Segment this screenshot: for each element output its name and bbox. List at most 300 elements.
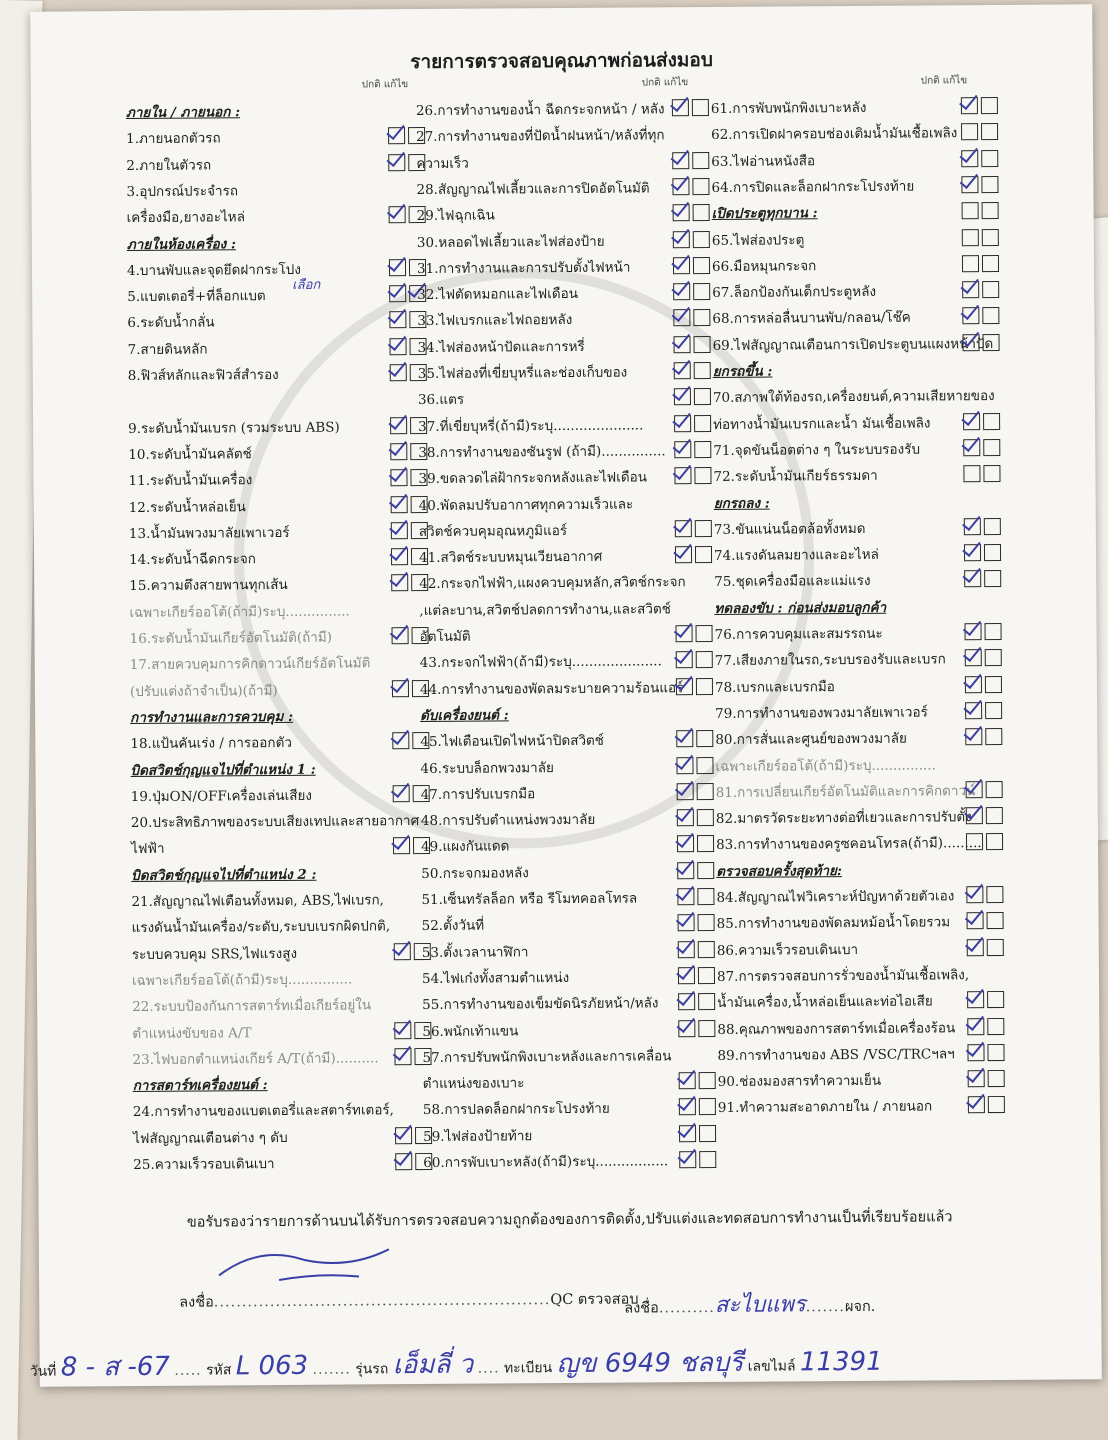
- normal-checkbox[interactable]: [962, 202, 979, 219]
- item-label: 91.ทำความสะอาดภายใน / ภายนอก: [717, 1098, 933, 1117]
- normal-checkbox[interactable]: [674, 362, 691, 379]
- item-label: 11.ระดับน้ำมันเครื่อง: [128, 472, 253, 490]
- item-label: 82.มาตรวัดระยะทางต่อที่เยวและการปรับตั้ง: [715, 809, 972, 828]
- checklist-item: [127, 284, 266, 309]
- normal-checkbox[interactable]: [390, 469, 407, 486]
- date-value: 8 - ส -67: [60, 1351, 170, 1383]
- fixed-checkbox[interactable]: [696, 756, 713, 773]
- item-label: 20.ประสิทธิภาพของระบบเสียงเทปและสายอากาศ: [130, 813, 420, 832]
- item-label: 78.เบรกและเบรกมือ: [714, 678, 835, 696]
- checklist-item: [716, 884, 954, 910]
- item-label: เฉพาะเกียร์ออโต้(ถ้ามี)ระบุ...............: [131, 971, 353, 989]
- checklist-item: [717, 990, 933, 1016]
- checklist-item: [712, 280, 876, 305]
- checkbox-pair: [672, 178, 712, 202]
- normal-checkbox[interactable]: [674, 415, 691, 432]
- checkbox-pair: [673, 336, 713, 360]
- checkbox-pair: [676, 651, 716, 675]
- fixed-checkbox[interactable]: [694, 362, 711, 379]
- checklist-item: [416, 151, 469, 175]
- item-label: ท่อทางน้ำมันเบรกและน้ำ มันเชื้อเพลิง: [713, 415, 931, 433]
- fixed-checkbox[interactable]: [694, 388, 711, 405]
- fixed-checkbox[interactable]: [693, 230, 710, 247]
- column-header: ปกติ แก้ไข: [920, 75, 968, 87]
- normal-checkbox[interactable]: [965, 702, 982, 719]
- normal-checkbox[interactable]: [393, 837, 410, 854]
- normal-checkbox[interactable]: [676, 625, 693, 642]
- checklist-item: [129, 521, 290, 546]
- fixed-checkbox[interactable]: [695, 546, 712, 563]
- checklist-item: [417, 335, 584, 360]
- fixed-checkbox[interactable]: [696, 651, 713, 668]
- checkbox-pair: [961, 150, 1001, 174]
- normal-checkbox[interactable]: [965, 649, 982, 666]
- fixed-checkbox[interactable]: [698, 1019, 715, 1036]
- fixed-checkbox[interactable]: [697, 809, 714, 826]
- item-label: เฉพาะเกียร์ออโต้(ถ้ามี)ระบุ...............: [129, 603, 350, 621]
- normal-checkbox[interactable]: [966, 807, 983, 824]
- normal-checkbox[interactable]: [678, 1020, 695, 1037]
- normal-checkbox[interactable]: [679, 1125, 696, 1142]
- fixed-checkbox[interactable]: [696, 625, 713, 642]
- checkbox-pair: [962, 228, 1002, 252]
- fixed-checkbox[interactable]: [984, 518, 1001, 535]
- mileage-label: เลขไมล์: [747, 1358, 796, 1375]
- item-label: ตรวจสอบครั้งสุดท้าย:: [716, 862, 842, 880]
- checkbox-pair: [962, 255, 1002, 279]
- model-label: รุ่นรถ: [355, 1361, 389, 1378]
- section-heading: [420, 703, 509, 728]
- checklist-item: [715, 700, 928, 725]
- checklist-item: [715, 727, 907, 752]
- fixed-checkbox[interactable]: [987, 912, 1004, 929]
- fixed-checkbox[interactable]: [988, 1096, 1005, 1113]
- normal-checkbox[interactable]: [676, 730, 693, 747]
- normal-checkbox[interactable]: [390, 364, 407, 381]
- normal-checkbox[interactable]: [674, 388, 691, 405]
- normal-checkbox[interactable]: [966, 781, 983, 798]
- fixed-checkbox[interactable]: [693, 204, 710, 221]
- fixed-checkbox[interactable]: [982, 307, 999, 324]
- item-label: 14.ระดับน้ำฉีดกระจก: [128, 551, 256, 569]
- fixed-checkbox[interactable]: [697, 783, 714, 800]
- checkbox-pair: [677, 835, 717, 859]
- normal-checkbox[interactable]: [677, 888, 694, 905]
- normal-checkbox[interactable]: [963, 439, 980, 456]
- item-label: 39.ขดลวดไล่ฝ้ากระจกหลังและไฟเดือน: [418, 469, 647, 488]
- checklist-item: [717, 938, 858, 963]
- normal-checkbox[interactable]: [678, 993, 695, 1010]
- section-heading: [716, 859, 842, 884]
- checklist-item: [422, 1019, 518, 1044]
- normal-checkbox[interactable]: [394, 1022, 411, 1039]
- checklist-item: [713, 411, 931, 437]
- fixed-checkbox[interactable]: [983, 439, 1000, 456]
- item-label: 64.การปิดและล็อกฝากระโปรงท้าย: [711, 178, 915, 196]
- fixed-checkbox[interactable]: [981, 176, 998, 193]
- normal-checkbox[interactable]: [967, 912, 984, 929]
- fixed-checkbox[interactable]: [987, 1017, 1004, 1034]
- checklist-item: [419, 519, 567, 544]
- checklist-item: [131, 888, 384, 914]
- normal-checkbox[interactable]: [676, 678, 693, 695]
- normal-checkbox[interactable]: [964, 518, 981, 535]
- normal-checkbox[interactable]: [389, 311, 406, 328]
- normal-checkbox[interactable]: [963, 413, 980, 430]
- fixed-checkbox[interactable]: [692, 152, 709, 169]
- checklist-item: [132, 1046, 378, 1072]
- normal-checkbox[interactable]: [965, 623, 982, 640]
- normal-checkbox[interactable]: [961, 176, 978, 193]
- normal-checkbox[interactable]: [672, 152, 689, 169]
- normal-checkbox[interactable]: [394, 1048, 411, 1065]
- checkbox-pair: [674, 415, 714, 439]
- checklist-item: [419, 571, 686, 597]
- fixed-checkbox[interactable]: [694, 441, 711, 458]
- checklist-item: [714, 543, 879, 568]
- item-label: 60.การพับเบาะหลัง(ถ้ามี)ระบุ.................: [423, 1153, 669, 1172]
- checkbox-pair: [677, 862, 717, 886]
- item-label: ไฟฟ้า: [131, 841, 165, 858]
- fixed-checkbox[interactable]: [985, 728, 1002, 745]
- fixed-checkbox[interactable]: [985, 623, 1002, 640]
- checkbox-pair: [678, 941, 718, 965]
- fixed-checkbox[interactable]: [697, 835, 714, 852]
- fixed-checkbox[interactable]: [982, 255, 999, 272]
- normal-checkbox[interactable]: [391, 574, 408, 591]
- item-label: 45.ไฟเตือนเปิดไฟหน้าปิดสวิตช์: [420, 732, 605, 751]
- column-header: ปกติ แก้ไข: [641, 77, 689, 89]
- normal-checkbox[interactable]: [961, 123, 978, 140]
- item-label: 38.การทำงานของซันรูฟ (ถ้ามี)...............: [418, 443, 666, 461]
- item-label: 62.การเปิดฝาครอบช่องเติมน้ำมันเชื้อเพลิง: [711, 125, 958, 144]
- normal-checkbox[interactable]: [672, 178, 689, 195]
- normal-checkbox[interactable]: [677, 836, 694, 853]
- normal-checkbox[interactable]: [389, 206, 406, 223]
- checklist-item: [126, 127, 221, 152]
- normal-checkbox[interactable]: [391, 548, 408, 565]
- checklist-item: [711, 149, 815, 174]
- item-label: 71.จุดขันน็อตต่าง ๆ ในระบบรองรับ: [713, 441, 921, 459]
- fixed-checkbox[interactable]: [693, 257, 710, 274]
- item-label: ความเร็ว: [416, 155, 469, 172]
- fixed-checkbox[interactable]: [987, 991, 1004, 1008]
- item-label: 66.มือหมุนกระจก: [711, 258, 817, 275]
- normal-checkbox[interactable]: [388, 127, 405, 144]
- fixed-checkbox[interactable]: [693, 309, 710, 326]
- normal-checkbox[interactable]: [394, 943, 411, 960]
- fixed-checkbox[interactable]: [698, 967, 715, 984]
- normal-checkbox[interactable]: [389, 259, 406, 276]
- normal-checkbox[interactable]: [673, 257, 690, 274]
- fixed-checkbox[interactable]: [698, 941, 715, 958]
- fixed-checkbox[interactable]: [696, 730, 713, 747]
- normal-checkbox[interactable]: [963, 465, 980, 482]
- normal-checkbox[interactable]: [389, 285, 406, 302]
- normal-checkbox[interactable]: [391, 522, 408, 539]
- normal-checkbox[interactable]: [389, 338, 406, 355]
- date-label: วันที่: [29, 1363, 57, 1380]
- normal-checkbox[interactable]: [964, 544, 981, 561]
- normal-checkbox[interactable]: [673, 310, 690, 327]
- item-label: 29.ไฟฉุกเฉิน: [416, 207, 495, 225]
- normal-checkbox[interactable]: [673, 231, 690, 248]
- item-label: ตำแหน่งของเบาะ: [422, 1075, 525, 1093]
- normal-checkbox[interactable]: [967, 1018, 984, 1035]
- checklist-item: [418, 439, 666, 465]
- checklist-item: [420, 676, 684, 702]
- column-2: [415, 77, 716, 1172]
- section-heading: [712, 201, 818, 226]
- normal-checkbox[interactable]: [675, 546, 692, 563]
- fixed-checkbox[interactable]: [696, 678, 713, 695]
- normal-checkbox[interactable]: [962, 255, 979, 272]
- normal-checkbox[interactable]: [966, 886, 983, 903]
- item-label: บิดสวิตช์กุญแจไปที่ตำแหน่ง 2 :: [131, 866, 317, 884]
- checklist-item: [423, 1149, 668, 1175]
- normal-checkbox[interactable]: [395, 1153, 412, 1170]
- checklist-item: [126, 179, 238, 204]
- fixed-checkbox[interactable]: [692, 178, 709, 195]
- fixed-checkbox[interactable]: [981, 123, 998, 140]
- item-label: 72.ระดับน้ำมันเกียร์ธรรมดา: [713, 468, 878, 486]
- manager-name: สะไบแพร: [714, 1292, 806, 1318]
- checklist-item: [417, 282, 578, 307]
- sign-left-label: ลงชื่อ: [179, 1294, 214, 1311]
- checklist-item: [416, 97, 665, 123]
- item-label: ดับเครื่องยนต์ :: [420, 707, 509, 724]
- fixed-checkbox[interactable]: [982, 202, 999, 219]
- normal-checkbox[interactable]: [962, 229, 979, 246]
- normal-checkbox[interactable]: [676, 651, 693, 668]
- fixed-checkbox[interactable]: [698, 914, 715, 931]
- normal-checkbox[interactable]: [392, 627, 409, 644]
- normal-checkbox[interactable]: [390, 417, 407, 434]
- checklist-item: [417, 204, 495, 229]
- fixed-checkbox[interactable]: [985, 649, 1002, 666]
- checklist-item: [130, 731, 292, 756]
- section-heading: [126, 100, 240, 125]
- checkbox-pair: [962, 307, 1002, 331]
- item-label: เฉพาะเกียร์ออโต้(ถ้ามี)ระบุ...............: [715, 756, 936, 775]
- checkbox-pair: [679, 1072, 719, 1096]
- fixed-checkbox[interactable]: [697, 888, 714, 905]
- normal-checkbox[interactable]: [390, 443, 407, 460]
- checkbox-pair: [964, 570, 1004, 594]
- normal-checkbox[interactable]: [968, 1070, 985, 1087]
- item-label: 15.ความตึงสายพานทุกเส้น: [129, 577, 288, 595]
- normal-checkbox[interactable]: [962, 281, 979, 298]
- item-label: ,แต่ละบาน,สวิตช์ปลดการทำงาน,และสวิตช์: [419, 600, 671, 619]
- item-label: 17.สายควบคุมการคิกดาวน์เกียร์อัตโนมัติ: [129, 655, 371, 674]
- item-label: 28.สัญญาณไฟเลี้ยวและการปิดอัตโนมัติ: [416, 180, 650, 198]
- normal-checkbox[interactable]: [392, 732, 409, 749]
- code-label: รหัส: [206, 1362, 232, 1379]
- checkbox-pair: [966, 833, 1006, 857]
- checklist-item: [717, 911, 951, 937]
- normal-checkbox[interactable]: [391, 496, 408, 513]
- item-label: 35.ไฟส่องที่เขี่ยบุหรี่และช่องเก็บของ: [417, 364, 628, 383]
- certification-text: ขอรับรองว่ารายการด้านบนได้รับการตรวจสอบความถูกต้องของการติดตั้ง,ปรับแต่งและทดสอบการทำงานเป็นที่เรียบร้อยแล้ว: [186, 1209, 953, 1231]
- checklist-item: [717, 1042, 954, 1068]
- item-label: 88.คุณภาพของการสตาร์ทเมื่อเครื่องร้อน: [717, 1019, 956, 1038]
- normal-checkbox[interactable]: [962, 307, 979, 324]
- mileage-value: 11391: [799, 1346, 883, 1378]
- fixed-checkbox[interactable]: [699, 1151, 716, 1168]
- fixed-checkbox[interactable]: [982, 228, 999, 245]
- checklist-item: [718, 1069, 881, 1094]
- normal-checkbox[interactable]: [388, 154, 405, 171]
- normal-checkbox[interactable]: [675, 520, 692, 537]
- fixed-checkbox[interactable]: [699, 1125, 716, 1142]
- normal-checkbox[interactable]: [677, 862, 694, 879]
- normal-checkbox[interactable]: [967, 939, 984, 956]
- fixed-checkbox[interactable]: [988, 1070, 1005, 1087]
- fixed-checkbox[interactable]: [982, 281, 999, 298]
- fixed-checkbox[interactable]: [981, 97, 998, 114]
- normal-checkbox[interactable]: [392, 680, 409, 697]
- qc-signature-scribble: [209, 1234, 409, 1290]
- item-label: 33.ไฟเบรกและไฟถอยหลัง: [417, 312, 573, 330]
- item-label: 80.การสั่นและศูนย์ของพวงมาลัย: [715, 730, 907, 749]
- item-label: แรงดันน้ำมันเครื่อง/ระดับ,ระบบเบรกผิดปกติ,: [131, 918, 391, 937]
- item-label: 51.เซ็นทรัลล็อก หรือ รีโมทคอลโทรล: [421, 890, 638, 909]
- checkbox-pair: [962, 281, 1002, 305]
- footer-info-line: วันที่ 8 - ส -67 ..... รหัส L 063 ....... รุ่นรถ เอ็มลี่ ว .... ทะเบียน ญข 6949 ชลบุรี เลขไมล์ 11391: [29, 1346, 883, 1383]
- checklist-item: [129, 599, 350, 625]
- normal-checkbox[interactable]: [679, 1072, 696, 1089]
- item-label: ไฟสัญญาณเตือนต่าง ๆ ดับ: [133, 1129, 288, 1147]
- checklist-item: [417, 308, 572, 333]
- checklist-item: [130, 626, 333, 651]
- normal-checkbox[interactable]: [961, 97, 978, 114]
- item-label: 89.การทำงานของ ABS /VSC/TRCฯลฯ: [717, 1046, 955, 1064]
- normal-checkbox[interactable]: [964, 570, 981, 587]
- fixed-checkbox[interactable]: [694, 467, 711, 484]
- normal-checkbox[interactable]: [967, 1044, 984, 1061]
- item-label: ภายใน / ภายนอก :: [125, 104, 241, 122]
- fixed-checkbox[interactable]: [986, 807, 1003, 824]
- item-label: 52.ตั้งวันที่: [421, 917, 485, 935]
- normal-checkbox[interactable]: [677, 809, 694, 826]
- normal-checkbox[interactable]: [672, 99, 689, 116]
- column-3: [710, 75, 1021, 1117]
- fixed-checkbox[interactable]: [693, 283, 710, 300]
- item-label: 21.สัญญาณไฟเตือนทั้งหมด, ABS,ไฟเบรก,: [131, 892, 384, 911]
- checklist-item: [131, 784, 312, 809]
- checklist-item: [419, 545, 602, 570]
- normal-checkbox[interactable]: [965, 676, 982, 693]
- normal-checkbox[interactable]: [961, 150, 978, 167]
- item-label: 47.การปรับเบรกมือ: [420, 786, 536, 803]
- normal-checkbox[interactable]: [965, 728, 982, 745]
- normal-checkbox[interactable]: [674, 467, 691, 484]
- normal-checkbox[interactable]: [962, 334, 979, 351]
- normal-checkbox[interactable]: [678, 914, 695, 931]
- fixed-checkbox[interactable]: [986, 781, 1003, 798]
- checklist-item: [132, 967, 353, 993]
- fixed-checkbox[interactable]: [986, 886, 1003, 903]
- fixed-checkbox[interactable]: [695, 520, 712, 537]
- fixed-checkbox[interactable]: [983, 465, 1000, 482]
- checklist-item: [422, 1044, 671, 1070]
- checklist-item: [718, 1095, 932, 1120]
- normal-checkbox[interactable]: [676, 757, 693, 774]
- item-label: 4.บานพับและจุดยึดฝากระโปง: [126, 261, 301, 279]
- fixed-checkbox[interactable]: [694, 415, 711, 432]
- normal-checkbox[interactable]: [966, 833, 983, 850]
- normal-checkbox[interactable]: [674, 441, 691, 458]
- item-label: 34.ไฟส่องหน้าปัดและการหรี่: [417, 338, 585, 356]
- normal-checkbox[interactable]: [678, 941, 695, 958]
- normal-checkbox[interactable]: [395, 1127, 412, 1144]
- checkbox-pair: [673, 283, 713, 307]
- column-header: ปกติ แก้ไข: [361, 79, 409, 91]
- fixed-checkbox[interactable]: [984, 570, 1001, 587]
- normal-checkbox[interactable]: [679, 1151, 696, 1168]
- checklist-item: [420, 625, 471, 649]
- fixed-checkbox[interactable]: [984, 544, 1001, 561]
- item-label: เครื่องมือ,ยางอะไหล่: [126, 209, 246, 227]
- normal-checkbox[interactable]: [967, 991, 984, 1008]
- item-label: 54.ไฟเก๋งทั้งสามตำแหน่ง: [421, 969, 570, 987]
- item-label: 24.การทำงานของแบตเตอรี่และสตาร์ทเตอร์,: [132, 1102, 395, 1121]
- checklist-item: [421, 808, 596, 833]
- checkbox-pair: [965, 676, 1005, 700]
- item-label: 42.กระจกไฟฟ้า,แผงควบคุมหลัก,สวิตช์กระจก: [419, 574, 686, 593]
- normal-checkbox[interactable]: [673, 283, 690, 300]
- normal-checkbox[interactable]: [679, 1098, 696, 1115]
- checklist-item: [421, 887, 637, 913]
- checkbox-pair: [677, 888, 717, 912]
- normal-checkbox[interactable]: [673, 336, 690, 353]
- normal-checkbox[interactable]: [968, 1096, 985, 1113]
- fixed-checkbox[interactable]: [987, 939, 1004, 956]
- checkbox-pair: [963, 439, 1003, 463]
- fixed-checkbox[interactable]: [987, 1044, 1004, 1061]
- fixed-checkbox[interactable]: [982, 334, 999, 351]
- fixed-checkbox[interactable]: [697, 862, 714, 879]
- normal-checkbox[interactable]: [677, 783, 694, 800]
- item-label: 7.สายดินหลัก: [127, 341, 208, 358]
- item-label: 6.ระดับน้ำกลั่น: [127, 314, 215, 332]
- item-label: 65.ไฟส่องประตู: [711, 231, 805, 249]
- item-label: 70.สภาพใต้ท้องรถ,เครื่องยนต์,ความเสียหายของ: [712, 388, 995, 407]
- fixed-checkbox[interactable]: [693, 336, 710, 353]
- fixed-checkbox[interactable]: [699, 1072, 716, 1089]
- fixed-checkbox[interactable]: [981, 150, 998, 167]
- normal-checkbox[interactable]: [678, 967, 695, 984]
- item-label: 30.หลอดไฟเลี้ยวและไฟส่องป้าย: [416, 233, 605, 251]
- fixed-checkbox[interactable]: [985, 676, 1002, 693]
- checkbox-pair: [967, 939, 1007, 963]
- fixed-checkbox[interactable]: [985, 702, 1002, 719]
- checklist-item: [423, 1097, 610, 1122]
- item-label: 5.แบตเตอรี่+ที่ล็อกแบต: [127, 288, 266, 306]
- fixed-checkbox[interactable]: [698, 993, 715, 1010]
- fixed-checkbox[interactable]: [692, 99, 709, 116]
- page-title: รายการตรวจสอบคุณภาพก่อนส่งมอบ: [410, 48, 713, 74]
- checkbox-pair: [968, 1096, 1008, 1120]
- normal-checkbox[interactable]: [393, 785, 410, 802]
- fixed-checkbox[interactable]: [986, 833, 1003, 850]
- fixed-checkbox[interactable]: [983, 413, 1000, 430]
- item-label: 63.ไฟอ่านหนังสือ: [711, 152, 816, 170]
- item-label: 49.แผงกันแดด: [421, 838, 510, 856]
- fixed-checkbox[interactable]: [699, 1098, 716, 1115]
- checkbox-pair: [962, 334, 1002, 358]
- normal-checkbox[interactable]: [673, 204, 690, 221]
